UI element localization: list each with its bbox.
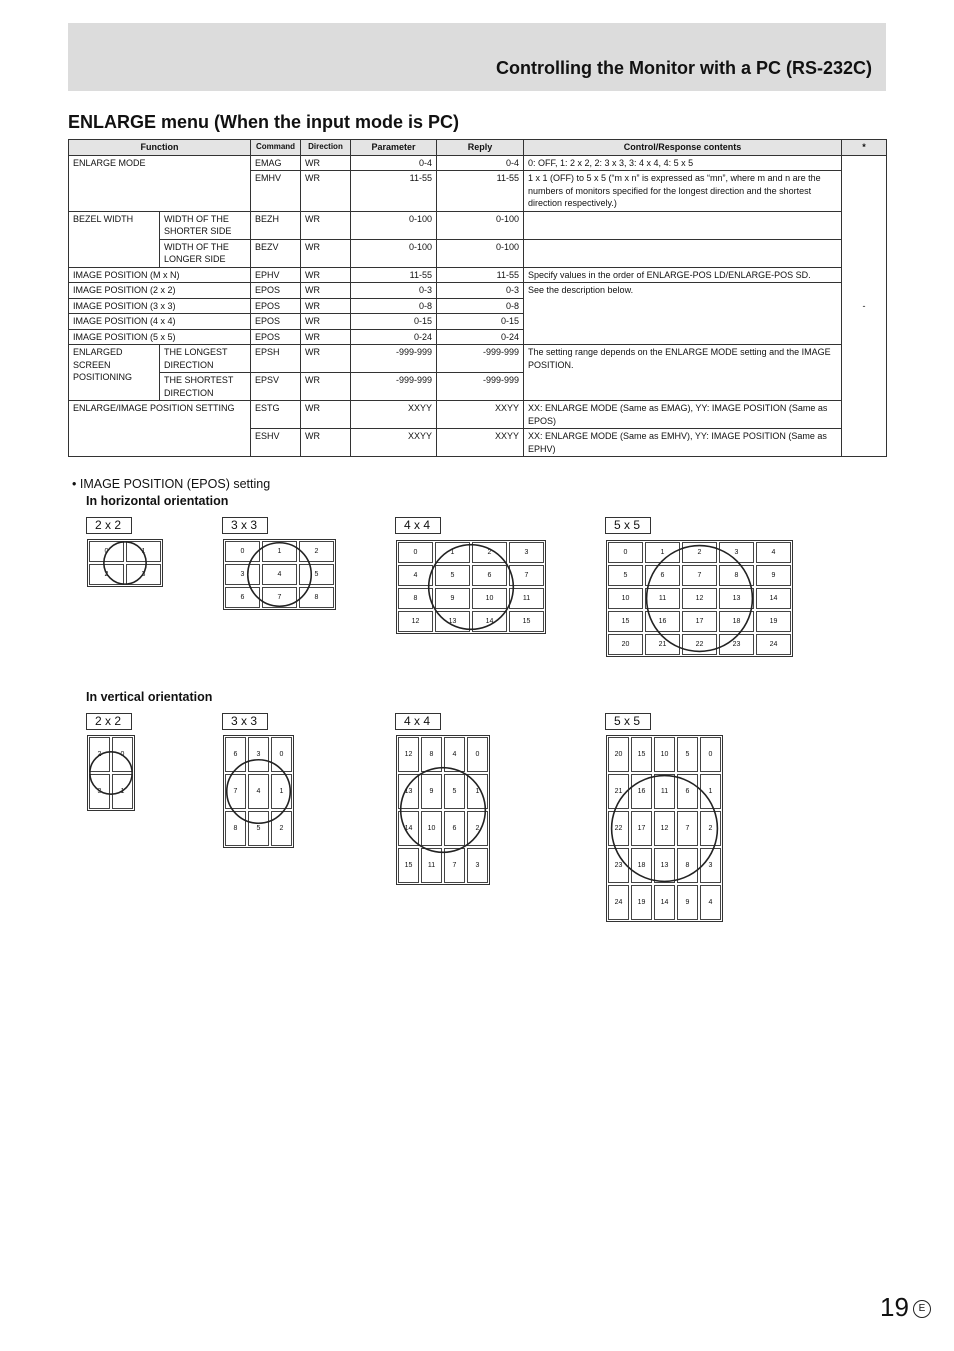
cell-parameter: 0-100 bbox=[351, 239, 437, 267]
monitor-cell: 4 bbox=[398, 565, 433, 586]
monitor-cell: 6 bbox=[472, 565, 507, 586]
page-header-title: Controlling the Monitor with a PC (RS-232C) bbox=[496, 58, 872, 78]
cell-parameter: XXYY bbox=[351, 429, 437, 457]
monitor-cell: 1 bbox=[112, 774, 133, 809]
monitor-cell: 2 bbox=[467, 811, 488, 846]
monitor-cell: 6 bbox=[225, 737, 246, 772]
monitor-cell: 12 bbox=[682, 588, 717, 609]
monitor-cell: 0 bbox=[608, 542, 643, 563]
monitor-cell: 9 bbox=[677, 885, 698, 920]
cell-direction: WR bbox=[301, 401, 351, 429]
h-label-3x3: 3 x 3 bbox=[222, 517, 268, 534]
monitor-cell: 5 bbox=[444, 774, 465, 809]
monitor-cell: 5 bbox=[435, 565, 470, 586]
monitor-cell: 3 bbox=[225, 564, 260, 585]
cell-function: ENLARGED SCREEN POSITIONING bbox=[69, 345, 160, 401]
cell-command: EPOS bbox=[251, 329, 301, 345]
cell-function: IMAGE POSITION (2 x 2) bbox=[69, 283, 251, 299]
monitor-cell: 10 bbox=[608, 588, 643, 609]
monitor-cell: 1 bbox=[700, 774, 721, 809]
monitor-cell: 11 bbox=[645, 588, 680, 609]
monitor-cell: 17 bbox=[631, 811, 652, 846]
h-label-4x4: 4 x 4 bbox=[395, 517, 441, 534]
cell-parameter: -999-999 bbox=[351, 345, 437, 373]
monitor-cell: 6 bbox=[225, 587, 260, 608]
monitor-cell: 10 bbox=[421, 811, 442, 846]
table-row bbox=[69, 267, 887, 283]
monitor-cell: 2 bbox=[299, 541, 334, 562]
cell-contents: Specify values in the order of ENLARGE-POS LD/ENLARGE-POS SD. bbox=[524, 267, 842, 283]
monitor-cell: 5 bbox=[677, 737, 698, 772]
monitor-cell: 3 bbox=[509, 542, 544, 563]
monitor-cell: 6 bbox=[444, 811, 465, 846]
cell-command: ESTG bbox=[251, 401, 301, 429]
cell-reply: XXYY bbox=[437, 429, 524, 457]
cell-subfunction: WIDTH OF THE SHORTER SIDE bbox=[160, 211, 251, 239]
cell-contents bbox=[524, 239, 842, 267]
monitor-cell: 15 bbox=[631, 737, 652, 772]
monitor-cell: 12 bbox=[398, 737, 419, 772]
table-row bbox=[69, 211, 887, 239]
h-grid-2x2 bbox=[87, 539, 163, 587]
image-circle-overlay bbox=[224, 540, 335, 609]
cell-direction: WR bbox=[301, 283, 351, 299]
header-band bbox=[68, 23, 886, 91]
v-grid-3x3 bbox=[223, 735, 294, 848]
cell-direction: WR bbox=[301, 211, 351, 239]
cell-reply: XXYY bbox=[437, 401, 524, 429]
image-circle bbox=[429, 545, 514, 630]
monitor-cell: 16 bbox=[645, 611, 680, 632]
page-number: 19 bbox=[880, 1292, 909, 1322]
image-circle-overlay bbox=[397, 541, 545, 633]
monitor-cell: 1 bbox=[271, 774, 292, 809]
monitor-cell: 21 bbox=[608, 774, 629, 809]
cell-command: EPOS bbox=[251, 298, 301, 314]
cell-command: EMHV bbox=[251, 171, 301, 212]
monitor-cell: 16 bbox=[631, 774, 652, 809]
cell-subfunction: THE SHORTEST DIRECTION bbox=[160, 373, 251, 401]
image-circle-overlay bbox=[88, 540, 162, 586]
monitor-cell: 10 bbox=[472, 588, 507, 609]
monitor-cell: 7 bbox=[262, 587, 297, 608]
cell-reply: 0-100 bbox=[437, 211, 524, 239]
monitor-cell: 11 bbox=[421, 848, 442, 883]
monitor-cell: 8 bbox=[719, 565, 754, 586]
col-header-reply: Reply bbox=[437, 140, 524, 156]
monitor-cell: 3 bbox=[467, 848, 488, 883]
cell-command: EPSH bbox=[251, 345, 301, 373]
col-header-parameter: Parameter bbox=[351, 140, 437, 156]
section-title: ENLARGE menu (When the input mode is PC) bbox=[68, 112, 459, 132]
cell-function: IMAGE POSITION (5 x 5) bbox=[69, 329, 251, 345]
cell-contents: 0: OFF, 1: 2 x 2, 2: 3 x 3, 3: 4 x 4, 4: 5 x 5 bbox=[524, 155, 842, 171]
table-row bbox=[69, 155, 887, 171]
monitor-cell: 8 bbox=[299, 587, 334, 608]
monitor-cell: 9 bbox=[421, 774, 442, 809]
monitor-cell: 4 bbox=[262, 564, 297, 585]
monitor-cell: 8 bbox=[398, 588, 433, 609]
monitor-cell: 4 bbox=[700, 885, 721, 920]
cell-direction: WR bbox=[301, 267, 351, 283]
monitor-cell: 0 bbox=[271, 737, 292, 772]
cell-parameter: 0-100 bbox=[351, 211, 437, 239]
monitor-cell: 18 bbox=[719, 611, 754, 632]
monitor-cell: 7 bbox=[677, 811, 698, 846]
v-grid-4x4 bbox=[396, 735, 490, 885]
monitor-cell: 4 bbox=[756, 542, 791, 563]
monitor-cell: 5 bbox=[248, 811, 269, 846]
image-circle-overlay bbox=[607, 736, 722, 921]
cell-function: IMAGE POSITION (4 x 4) bbox=[69, 314, 251, 330]
cell-command: BEZV bbox=[251, 239, 301, 267]
cell-command: EPSV bbox=[251, 373, 301, 401]
monitor-cell: 6 bbox=[677, 774, 698, 809]
monitor-cell: 6 bbox=[645, 565, 680, 586]
monitor-cell: 2 bbox=[472, 542, 507, 563]
command-table bbox=[68, 139, 887, 457]
monitor-cell: 13 bbox=[719, 588, 754, 609]
cell-function: ENLARGE/IMAGE POSITION SETTING bbox=[69, 401, 251, 457]
monitor-cell: 14 bbox=[472, 611, 507, 632]
cell-reply: 11-55 bbox=[437, 171, 524, 212]
v-grid-5x5 bbox=[606, 735, 723, 922]
h-grid-3x3 bbox=[223, 539, 336, 610]
epos-bullet: • IMAGE POSITION (EPOS) setting bbox=[72, 477, 271, 491]
cell-parameter: 0-3 bbox=[351, 283, 437, 299]
monitor-cell: 20 bbox=[608, 634, 643, 655]
monitor-cell: 7 bbox=[682, 565, 717, 586]
monitor-cell: 24 bbox=[608, 885, 629, 920]
image-circle bbox=[104, 542, 146, 584]
monitor-cell: 15 bbox=[608, 611, 643, 632]
cell-direction: WR bbox=[301, 345, 351, 373]
monitor-cell: 21 bbox=[645, 634, 680, 655]
monitor-cell: 8 bbox=[225, 811, 246, 846]
monitor-cell: 22 bbox=[608, 811, 629, 846]
cell-command: EPOS bbox=[251, 283, 301, 299]
cell-direction: WR bbox=[301, 155, 351, 171]
monitor-cell: 8 bbox=[421, 737, 442, 772]
image-circle bbox=[647, 546, 753, 652]
monitor-cell: 12 bbox=[398, 611, 433, 632]
monitor-cell: 3 bbox=[719, 542, 754, 563]
cell-function: BEZEL WIDTH bbox=[69, 211, 160, 267]
monitor-cell: 2 bbox=[682, 542, 717, 563]
cell-contents bbox=[524, 211, 842, 239]
h-label-2x2: 2 x 2 bbox=[86, 517, 132, 534]
cell-parameter: 0-15 bbox=[351, 314, 437, 330]
image-circle-overlay bbox=[397, 736, 489, 884]
monitor-cell: 2 bbox=[271, 811, 292, 846]
monitor-cell: 18 bbox=[631, 848, 652, 883]
monitor-cell: 13 bbox=[435, 611, 470, 632]
cell-function: IMAGE POSITION (M x N) bbox=[69, 267, 251, 283]
cell-reply: 0-4 bbox=[437, 155, 524, 171]
cell-direction: WR bbox=[301, 171, 351, 212]
cell-parameter: -999-999 bbox=[351, 373, 437, 401]
monitor-cell: 19 bbox=[756, 611, 791, 632]
monitor-cell: 12 bbox=[654, 811, 675, 846]
monitor-cell: 0 bbox=[225, 541, 260, 562]
monitor-cell: 0 bbox=[398, 542, 433, 563]
monitor-cell: 9 bbox=[435, 588, 470, 609]
monitor-cell: 1 bbox=[126, 541, 161, 562]
cell-contents: 1 x 1 (OFF) to 5 x 5 (“m x n” is expressed as “mn”, where m and n are the numbers of monitors specified for the longest direction and the shortest direction respectively.) bbox=[524, 171, 842, 212]
table-row bbox=[69, 345, 887, 373]
monitor-cell: 4 bbox=[248, 774, 269, 809]
cell-direction: WR bbox=[301, 239, 351, 267]
monitor-cell: 5 bbox=[608, 565, 643, 586]
cell-contents: XX: ENLARGE MODE (Same as EMHV), YY: IMAGE POSITION (Same as EPHV) bbox=[524, 429, 842, 457]
image-circle bbox=[401, 768, 486, 853]
monitor-cell: 13 bbox=[654, 848, 675, 883]
cell-parameter: 0-8 bbox=[351, 298, 437, 314]
cell-contents: XX: ENLARGE MODE (Same as EMAG), YY: IMAGE POSITION (Same as EPOS) bbox=[524, 401, 842, 429]
cell-command: ESHV bbox=[251, 429, 301, 457]
h-grid-4x4 bbox=[396, 540, 546, 634]
cell-function: IMAGE POSITION (3 x 3) bbox=[69, 298, 251, 314]
monitor-cell: 3 bbox=[126, 564, 161, 585]
v-label-2x2: 2 x 2 bbox=[86, 713, 132, 730]
col-header-command: Command bbox=[251, 140, 301, 156]
monitor-cell: 7 bbox=[509, 565, 544, 586]
monitor-cell: 4 bbox=[444, 737, 465, 772]
cell-reply: -999-999 bbox=[437, 345, 524, 373]
v-label-5x5: 5 x 5 bbox=[605, 713, 651, 730]
monitor-cell: 7 bbox=[225, 774, 246, 809]
cell-reply: -999-999 bbox=[437, 373, 524, 401]
cell-reply: 0-3 bbox=[437, 283, 524, 299]
vertical-heading: In vertical orientation bbox=[86, 690, 213, 704]
monitor-cell: 11 bbox=[509, 588, 544, 609]
monitor-cell: 13 bbox=[398, 774, 419, 809]
cell-function: ENLARGE MODE bbox=[69, 155, 251, 211]
cell-command: EMAG bbox=[251, 155, 301, 171]
monitor-cell: 14 bbox=[654, 885, 675, 920]
monitor-cell: 22 bbox=[682, 634, 717, 655]
monitor-cell: 1 bbox=[467, 774, 488, 809]
cell-parameter: 0-24 bbox=[351, 329, 437, 345]
h-label-5x5: 5 x 5 bbox=[605, 517, 651, 534]
monitor-cell: 2 bbox=[89, 564, 124, 585]
monitor-cell: 5 bbox=[299, 564, 334, 585]
monitor-cell: 15 bbox=[398, 848, 419, 883]
image-circle bbox=[248, 543, 311, 606]
cell-direction: WR bbox=[301, 373, 351, 401]
cell-parameter: 0-4 bbox=[351, 155, 437, 171]
cell-star: - bbox=[842, 155, 887, 457]
monitor-cell: 15 bbox=[509, 611, 544, 632]
monitor-cell: 24 bbox=[756, 634, 791, 655]
monitor-cell: 10 bbox=[654, 737, 675, 772]
cell-reply: 11-55 bbox=[437, 267, 524, 283]
col-header-function: Function bbox=[69, 140, 251, 156]
cell-command: EPHV bbox=[251, 267, 301, 283]
cell-reply: 0-24 bbox=[437, 329, 524, 345]
col-header-star: * bbox=[842, 140, 887, 156]
v-label-3x3: 3 x 3 bbox=[222, 713, 268, 730]
image-circle-overlay bbox=[224, 736, 293, 847]
cell-contents: See the description below. bbox=[524, 283, 842, 345]
language-badge: E bbox=[913, 1300, 931, 1318]
image-circle bbox=[612, 776, 718, 882]
cell-parameter: XXYY bbox=[351, 401, 437, 429]
monitor-cell: 0 bbox=[700, 737, 721, 772]
cell-direction: WR bbox=[301, 314, 351, 330]
cell-contents: The setting range depends on the ENLARGE MODE setting and the IMAGE POSITION. bbox=[524, 345, 842, 401]
monitor-cell: 3 bbox=[89, 774, 110, 809]
cell-parameter: 11-55 bbox=[351, 171, 437, 212]
cell-command: EPOS bbox=[251, 314, 301, 330]
monitor-cell: 0 bbox=[89, 541, 124, 562]
monitor-cell: 17 bbox=[682, 611, 717, 632]
cell-direction: WR bbox=[301, 298, 351, 314]
monitor-cell: 14 bbox=[756, 588, 791, 609]
monitor-cell: 3 bbox=[700, 848, 721, 883]
monitor-cell: 0 bbox=[467, 737, 488, 772]
monitor-cell: 23 bbox=[719, 634, 754, 655]
monitor-cell: 3 bbox=[248, 737, 269, 772]
cell-reply: 0-100 bbox=[437, 239, 524, 267]
monitor-cell: 19 bbox=[631, 885, 652, 920]
monitor-cell: 9 bbox=[756, 565, 791, 586]
monitor-cell: 11 bbox=[654, 774, 675, 809]
monitor-cell: 1 bbox=[645, 542, 680, 563]
image-circle-overlay bbox=[607, 541, 792, 656]
cell-reply: 0-8 bbox=[437, 298, 524, 314]
image-circle-overlay bbox=[88, 736, 134, 810]
cell-parameter: 11-55 bbox=[351, 267, 437, 283]
monitor-cell: 2 bbox=[700, 811, 721, 846]
monitor-cell: 23 bbox=[608, 848, 629, 883]
v-grid-2x2 bbox=[87, 735, 135, 811]
table-row bbox=[69, 401, 887, 429]
monitor-cell: 14 bbox=[398, 811, 419, 846]
horizontal-heading: In horizontal orientation bbox=[86, 494, 229, 508]
monitor-cell: 1 bbox=[262, 541, 297, 562]
v-label-4x4: 4 x 4 bbox=[395, 713, 441, 730]
h-grid-5x5 bbox=[606, 540, 793, 657]
table-header-row bbox=[69, 140, 887, 156]
cell-subfunction: THE LONGEST DIRECTION bbox=[160, 345, 251, 373]
col-header-contents: Control/Response contents bbox=[524, 140, 842, 156]
monitor-cell: 2 bbox=[89, 737, 110, 772]
cell-subfunction: WIDTH OF THE LONGER SIDE bbox=[160, 239, 251, 267]
col-header-direction: Direction bbox=[301, 140, 351, 156]
monitor-cell: 20 bbox=[608, 737, 629, 772]
cell-direction: WR bbox=[301, 429, 351, 457]
monitor-cell: 1 bbox=[435, 542, 470, 563]
table-row bbox=[69, 283, 887, 299]
image-circle bbox=[227, 760, 290, 823]
monitor-cell: 8 bbox=[677, 848, 698, 883]
cell-command: BEZH bbox=[251, 211, 301, 239]
cell-direction: WR bbox=[301, 329, 351, 345]
table-row bbox=[69, 239, 887, 267]
image-circle bbox=[90, 752, 132, 794]
monitor-cell: 7 bbox=[444, 848, 465, 883]
monitor-cell: 0 bbox=[112, 737, 133, 772]
cell-reply: 0-15 bbox=[437, 314, 524, 330]
